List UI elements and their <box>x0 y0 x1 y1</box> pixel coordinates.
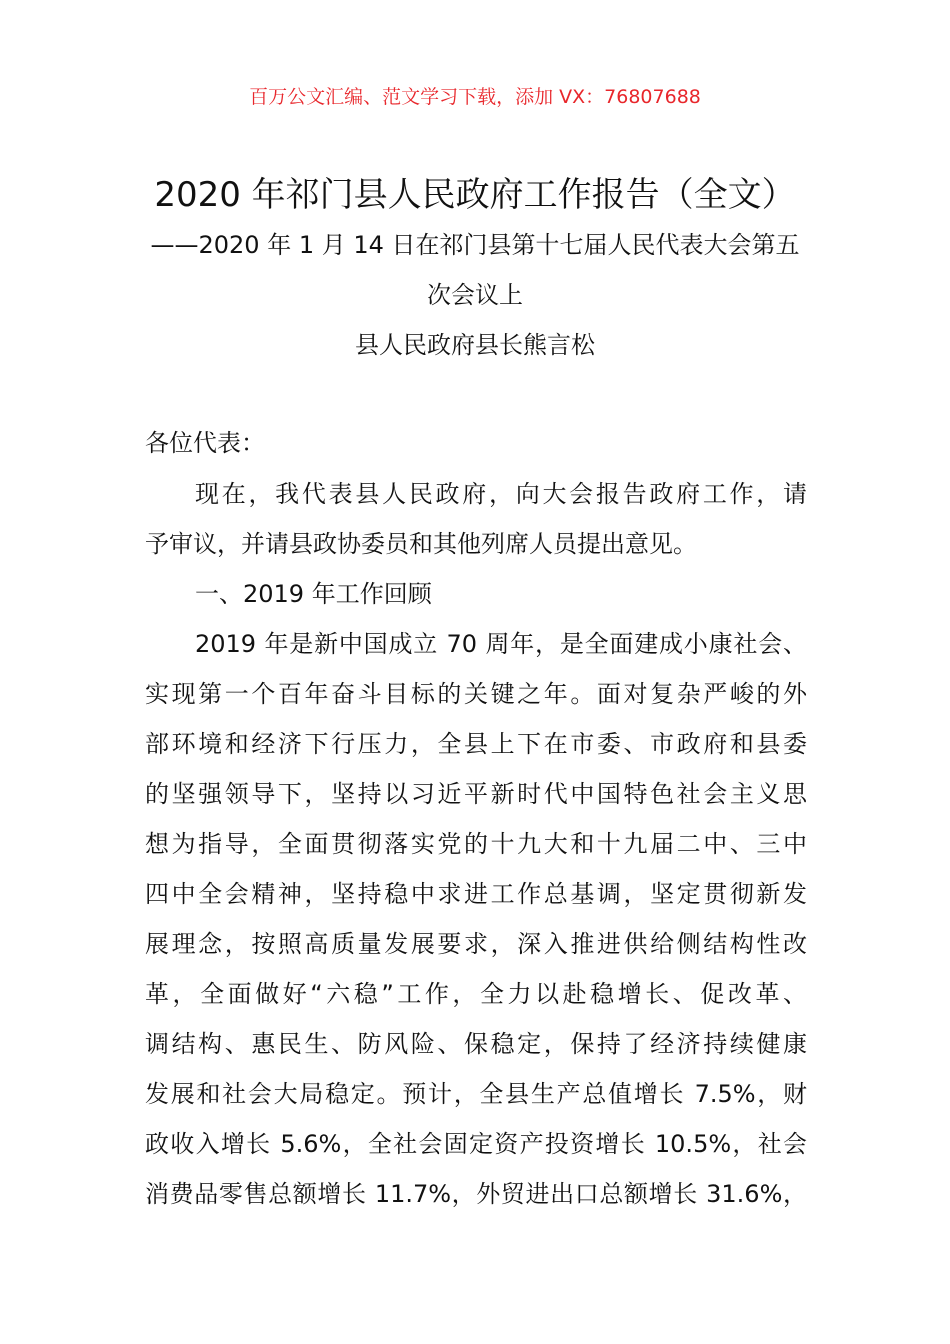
paragraph-line: 的坚强领导下，坚持以习近平新时代中国特色社会主义思 <box>145 780 807 808</box>
paragraph-line: 调结构、惠民生、防风险、保稳定，保持了经济持续健康 <box>145 1030 807 1058</box>
paragraph-line: 予审议，并请县政协委员和其他列席人员提出意见。 <box>145 530 697 558</box>
document-title: 2020 年祁门县人民政府工作报告（全文） <box>154 175 796 215</box>
paragraph-line: 实现第一个百年奋斗目标的关键之年。面对复杂严峻的外 <box>145 680 807 708</box>
speaker-line: 县人民政府县长熊言松 <box>355 331 595 359</box>
paragraph-line: 想为指导，全面贯彻落实党的十九大和十九届二中、三中 <box>145 830 807 858</box>
paragraph-line: 革，全面做好“六稳”工作，全力以赴稳增长、促改革、 <box>145 980 807 1008</box>
section-heading: 一、2019 年工作回顾 <box>195 580 432 608</box>
paragraph-line: 政收入增长 5.6%，全社会固定资产投资增长 10.5%，社会 <box>145 1130 807 1158</box>
paragraph-line: 2019 年是新中国成立 70 周年，是全面建成小康社会、 <box>195 630 807 658</box>
paragraph-line: 部环境和经济下行压力，全县上下在市委、市政府和县委 <box>145 730 807 758</box>
paragraph-line: 现在，我代表县人民政府，向大会报告政府工作，请 <box>195 480 807 508</box>
watermark-banner: 百万公文汇编、范文学习下载，添加 VX：76807688 <box>249 86 701 108</box>
paragraph-line: 发展和社会大局稳定。预计，全县生产总值增长 7.5%，财 <box>145 1080 807 1108</box>
paragraph-line: 消费品零售总额增长 11.7%，外贸进出口总额增长 31.6%， <box>145 1180 807 1208</box>
subtitle-line: ——2020 年 1 月 14 日在祁门县第十七届人民代表大会第五 <box>150 231 800 259</box>
paragraph-line: 展理念，按照高质量发展要求，深入推进供给侧结构性改 <box>145 930 807 958</box>
paragraph-line: 四中全会精神，坚持稳中求进工作总基调，坚定贯彻新发 <box>145 880 807 908</box>
subtitle-line: 次会议上 <box>427 281 523 309</box>
salutation: 各位代表： <box>145 429 265 457</box>
